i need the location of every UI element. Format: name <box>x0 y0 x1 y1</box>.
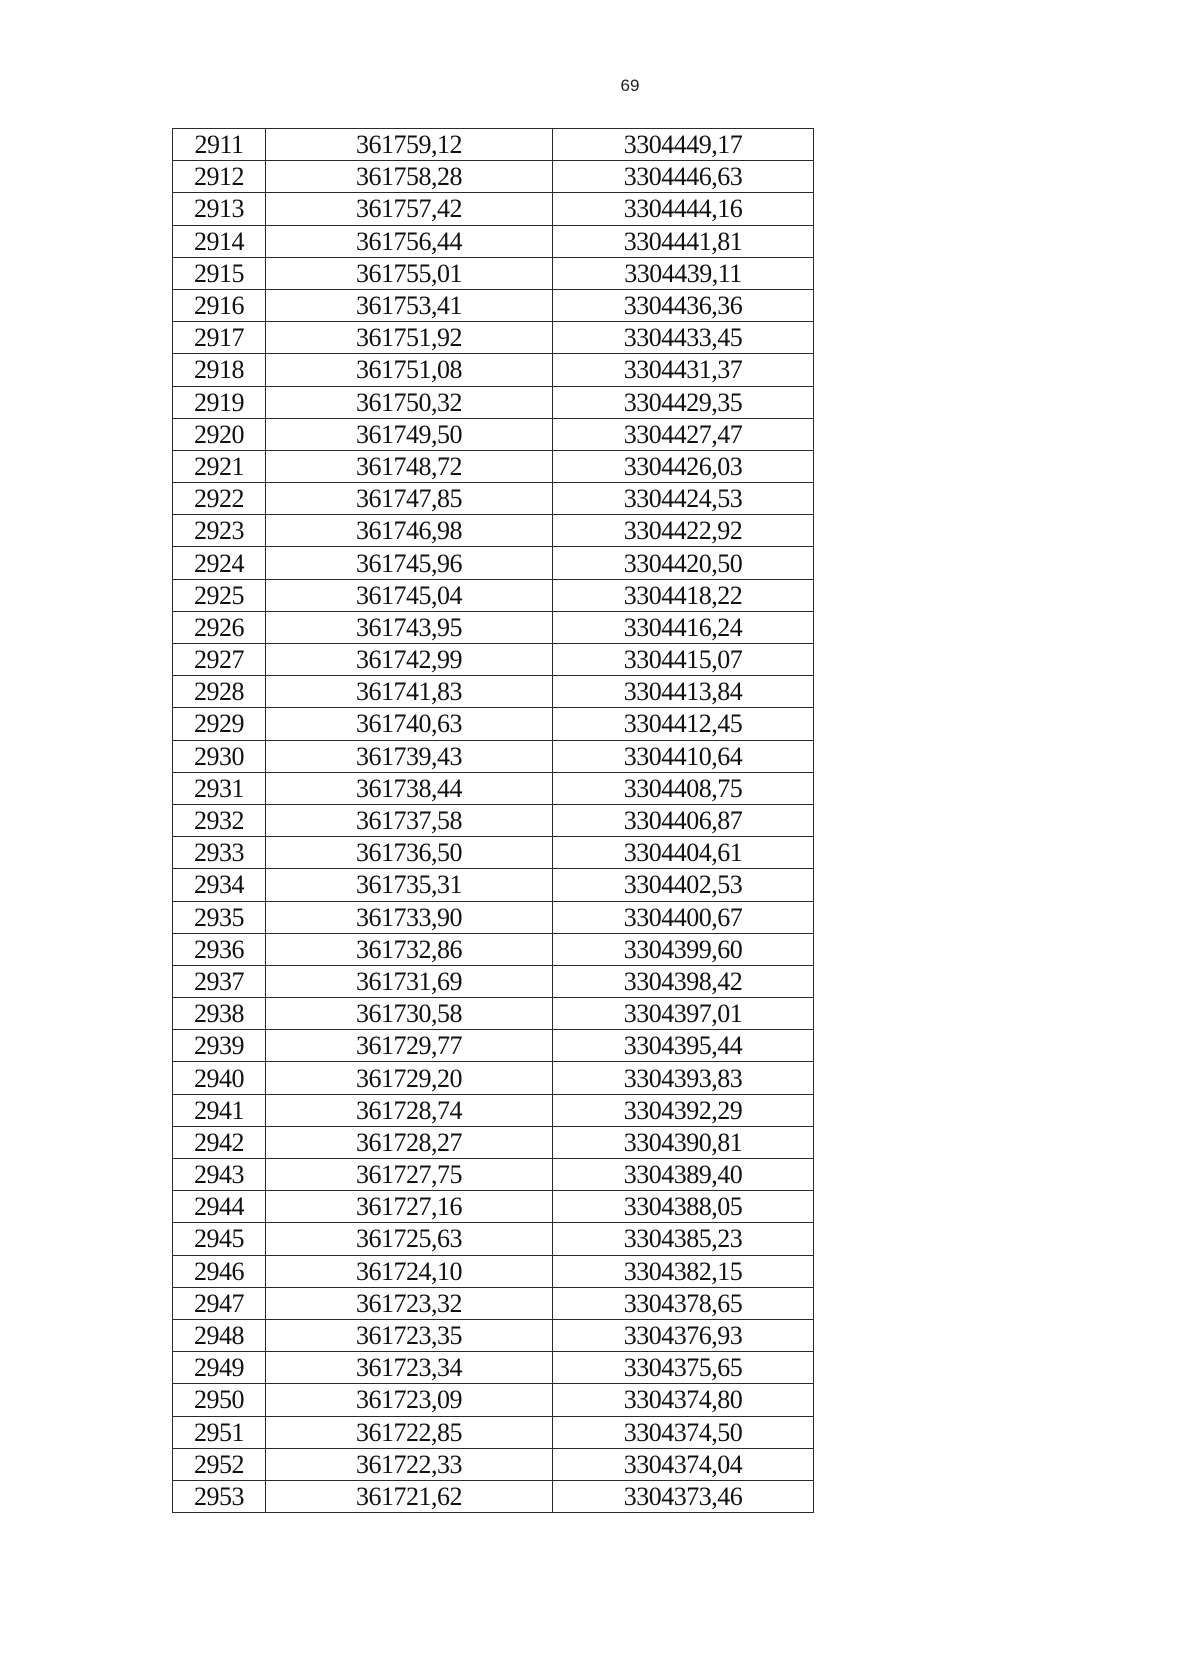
table-row <box>173 1062 814 1094</box>
y-coordinate-cell: 3304388,05 <box>553 1191 814 1223</box>
table-row <box>173 1352 814 1384</box>
point-number-cell: 2953 <box>173 1480 266 1512</box>
y-coordinate-cell: 3304418,22 <box>553 579 814 611</box>
x-coordinate-cell: 361727,75 <box>266 1159 553 1191</box>
y-coordinate-cell: 3304385,23 <box>553 1223 814 1255</box>
table-row <box>173 869 814 901</box>
x-coordinate-cell: 361756,44 <box>266 225 553 257</box>
point-number-cell: 2919 <box>173 386 266 418</box>
coordinates-table-body <box>173 129 814 1513</box>
point-number-cell: 2947 <box>173 1287 266 1319</box>
y-coordinate-cell: 3304422,92 <box>553 515 814 547</box>
x-coordinate-cell: 361740,63 <box>266 708 553 740</box>
table-row <box>173 1384 814 1416</box>
x-coordinate-cell: 361733,90 <box>266 901 553 933</box>
table-row <box>173 837 814 869</box>
point-number-cell: 2939 <box>173 1030 266 1062</box>
y-coordinate-cell: 3304375,65 <box>553 1352 814 1384</box>
x-coordinate-cell: 361757,42 <box>266 193 553 225</box>
point-number-cell: 2927 <box>173 644 266 676</box>
point-number-cell: 2940 <box>173 1062 266 1094</box>
table-row <box>173 225 814 257</box>
y-coordinate-cell: 3304400,67 <box>553 901 814 933</box>
table-row <box>173 611 814 643</box>
x-coordinate-cell: 361749,50 <box>266 418 553 450</box>
y-coordinate-cell: 3304449,17 <box>553 129 814 161</box>
y-coordinate-cell: 3304410,64 <box>553 740 814 772</box>
table-row <box>173 1030 814 1062</box>
x-coordinate-cell: 361759,12 <box>266 129 553 161</box>
point-number-cell: 2925 <box>173 579 266 611</box>
y-coordinate-cell: 3304416,24 <box>553 611 814 643</box>
point-number-cell: 2921 <box>173 450 266 482</box>
point-number-cell: 2941 <box>173 1094 266 1126</box>
x-coordinate-cell: 361737,58 <box>266 804 553 836</box>
table-row <box>173 708 814 740</box>
point-number-cell: 2931 <box>173 772 266 804</box>
x-coordinate-cell: 361730,58 <box>266 998 553 1030</box>
point-number-cell: 2934 <box>173 869 266 901</box>
point-number-cell: 2913 <box>173 193 266 225</box>
x-coordinate-cell: 361729,20 <box>266 1062 553 1094</box>
x-coordinate-cell: 361738,44 <box>266 772 553 804</box>
y-coordinate-cell: 3304439,11 <box>553 257 814 289</box>
table-row <box>173 965 814 997</box>
x-coordinate-cell: 361724,10 <box>266 1255 553 1287</box>
point-number-cell: 2952 <box>173 1448 266 1480</box>
y-coordinate-cell: 3304424,53 <box>553 483 814 515</box>
x-coordinate-cell: 361755,01 <box>266 257 553 289</box>
y-coordinate-cell: 3304390,81 <box>553 1126 814 1158</box>
table-row <box>173 418 814 450</box>
x-coordinate-cell: 361723,09 <box>266 1384 553 1416</box>
y-coordinate-cell: 3304389,40 <box>553 1159 814 1191</box>
y-coordinate-cell: 3304420,50 <box>553 547 814 579</box>
point-number-cell: 2918 <box>173 354 266 386</box>
table-row <box>173 483 814 515</box>
x-coordinate-cell: 361746,98 <box>266 515 553 547</box>
y-coordinate-cell: 3304413,84 <box>553 676 814 708</box>
x-coordinate-cell: 361742,99 <box>266 644 553 676</box>
x-coordinate-cell: 361725,63 <box>266 1223 553 1255</box>
x-coordinate-cell: 361741,83 <box>266 676 553 708</box>
y-coordinate-cell: 3304378,65 <box>553 1287 814 1319</box>
point-number-cell: 2914 <box>173 225 266 257</box>
x-coordinate-cell: 361736,50 <box>266 837 553 869</box>
x-coordinate-cell: 361745,04 <box>266 579 553 611</box>
y-coordinate-cell: 3304395,44 <box>553 1030 814 1062</box>
point-number-cell: 2920 <box>173 418 266 450</box>
table-row <box>173 257 814 289</box>
table-row <box>173 129 814 161</box>
point-number-cell: 2915 <box>173 257 266 289</box>
x-coordinate-cell: 361721,62 <box>266 1480 553 1512</box>
x-coordinate-cell: 361753,41 <box>266 289 553 321</box>
point-number-cell: 2937 <box>173 965 266 997</box>
y-coordinate-cell: 3304415,07 <box>553 644 814 676</box>
point-number-cell: 2928 <box>173 676 266 708</box>
x-coordinate-cell: 361747,85 <box>266 483 553 515</box>
y-coordinate-cell: 3304412,45 <box>553 708 814 740</box>
point-number-cell: 2935 <box>173 901 266 933</box>
point-number-cell: 2923 <box>173 515 266 547</box>
point-number-cell: 2936 <box>173 933 266 965</box>
point-number-cell: 2926 <box>173 611 266 643</box>
x-coordinate-cell: 361731,69 <box>266 965 553 997</box>
x-coordinate-cell: 361727,16 <box>266 1191 553 1223</box>
point-number-cell: 2911 <box>173 129 266 161</box>
table-row <box>173 933 814 965</box>
table-row <box>173 1159 814 1191</box>
table-row <box>173 193 814 225</box>
coordinates-table <box>172 128 814 1513</box>
table-row <box>173 386 814 418</box>
point-number-cell: 2942 <box>173 1126 266 1158</box>
y-coordinate-cell: 3304431,37 <box>553 354 814 386</box>
y-coordinate-cell: 3304441,81 <box>553 225 814 257</box>
y-coordinate-cell: 3304406,87 <box>553 804 814 836</box>
table-row <box>173 1319 814 1351</box>
table-row <box>173 1416 814 1448</box>
point-number-cell: 2917 <box>173 322 266 354</box>
x-coordinate-cell: 361748,72 <box>266 450 553 482</box>
x-coordinate-cell: 361735,31 <box>266 869 553 901</box>
point-number-cell: 2929 <box>173 708 266 740</box>
y-coordinate-cell: 3304408,75 <box>553 772 814 804</box>
x-coordinate-cell: 361722,33 <box>266 1448 553 1480</box>
table-row <box>173 740 814 772</box>
table-row <box>173 644 814 676</box>
table-row <box>173 804 814 836</box>
table-row <box>173 354 814 386</box>
point-number-cell: 2949 <box>173 1352 266 1384</box>
table-row <box>173 322 814 354</box>
x-coordinate-cell: 361758,28 <box>266 161 553 193</box>
table-row <box>173 772 814 804</box>
page-number: 69 <box>620 76 640 95</box>
table-row <box>173 1094 814 1126</box>
point-number-cell: 2943 <box>173 1159 266 1191</box>
x-coordinate-cell: 361732,86 <box>266 933 553 965</box>
y-coordinate-cell: 3304374,50 <box>553 1416 814 1448</box>
x-coordinate-cell: 361739,43 <box>266 740 553 772</box>
point-number-cell: 2916 <box>173 289 266 321</box>
x-coordinate-cell: 361728,27 <box>266 1126 553 1158</box>
y-coordinate-cell: 3304446,63 <box>553 161 814 193</box>
y-coordinate-cell: 3304382,15 <box>553 1255 814 1287</box>
table-row <box>173 547 814 579</box>
table-row <box>173 515 814 547</box>
y-coordinate-cell: 3304374,04 <box>553 1448 814 1480</box>
x-coordinate-cell: 361751,92 <box>266 322 553 354</box>
table-row <box>173 450 814 482</box>
y-coordinate-cell: 3304376,93 <box>553 1319 814 1351</box>
y-coordinate-cell: 3304436,36 <box>553 289 814 321</box>
table-row <box>173 289 814 321</box>
y-coordinate-cell: 3304374,80 <box>553 1384 814 1416</box>
x-coordinate-cell: 361723,32 <box>266 1287 553 1319</box>
y-coordinate-cell: 3304427,47 <box>553 418 814 450</box>
x-coordinate-cell: 361751,08 <box>266 354 553 386</box>
point-number-cell: 2938 <box>173 998 266 1030</box>
point-number-cell: 2950 <box>173 1384 266 1416</box>
point-number-cell: 2922 <box>173 483 266 515</box>
table-row <box>173 1480 814 1512</box>
point-number-cell: 2948 <box>173 1319 266 1351</box>
y-coordinate-cell: 3304397,01 <box>553 998 814 1030</box>
table-row <box>173 1287 814 1319</box>
x-coordinate-cell: 361728,74 <box>266 1094 553 1126</box>
table-row <box>173 1448 814 1480</box>
point-number-cell: 2932 <box>173 804 266 836</box>
x-coordinate-cell: 361743,95 <box>266 611 553 643</box>
point-number-cell: 2930 <box>173 740 266 772</box>
y-coordinate-cell: 3304393,83 <box>553 1062 814 1094</box>
table-row <box>173 579 814 611</box>
x-coordinate-cell: 361723,35 <box>266 1319 553 1351</box>
table-row <box>173 901 814 933</box>
point-number-cell: 2933 <box>173 837 266 869</box>
x-coordinate-cell: 361745,96 <box>266 547 553 579</box>
y-coordinate-cell: 3304399,60 <box>553 933 814 965</box>
point-number-cell: 2951 <box>173 1416 266 1448</box>
y-coordinate-cell: 3304429,35 <box>553 386 814 418</box>
point-number-cell: 2924 <box>173 547 266 579</box>
x-coordinate-cell: 361722,85 <box>266 1416 553 1448</box>
table-row <box>173 676 814 708</box>
y-coordinate-cell: 3304404,61 <box>553 837 814 869</box>
x-coordinate-cell: 361723,34 <box>266 1352 553 1384</box>
point-number-cell: 2912 <box>173 161 266 193</box>
y-coordinate-cell: 3304433,45 <box>553 322 814 354</box>
table-row <box>173 161 814 193</box>
y-coordinate-cell: 3304392,29 <box>553 1094 814 1126</box>
table-row <box>173 1191 814 1223</box>
x-coordinate-cell: 361750,32 <box>266 386 553 418</box>
y-coordinate-cell: 3304402,53 <box>553 869 814 901</box>
point-number-cell: 2945 <box>173 1223 266 1255</box>
x-coordinate-cell: 361729,77 <box>266 1030 553 1062</box>
y-coordinate-cell: 3304426,03 <box>553 450 814 482</box>
point-number-cell: 2944 <box>173 1191 266 1223</box>
point-number-cell: 2946 <box>173 1255 266 1287</box>
table-row <box>173 1126 814 1158</box>
table-row <box>173 1223 814 1255</box>
table-row <box>173 998 814 1030</box>
y-coordinate-cell: 3304373,46 <box>553 1480 814 1512</box>
table-row <box>173 1255 814 1287</box>
y-coordinate-cell: 3304398,42 <box>553 965 814 997</box>
y-coordinate-cell: 3304444,16 <box>553 193 814 225</box>
